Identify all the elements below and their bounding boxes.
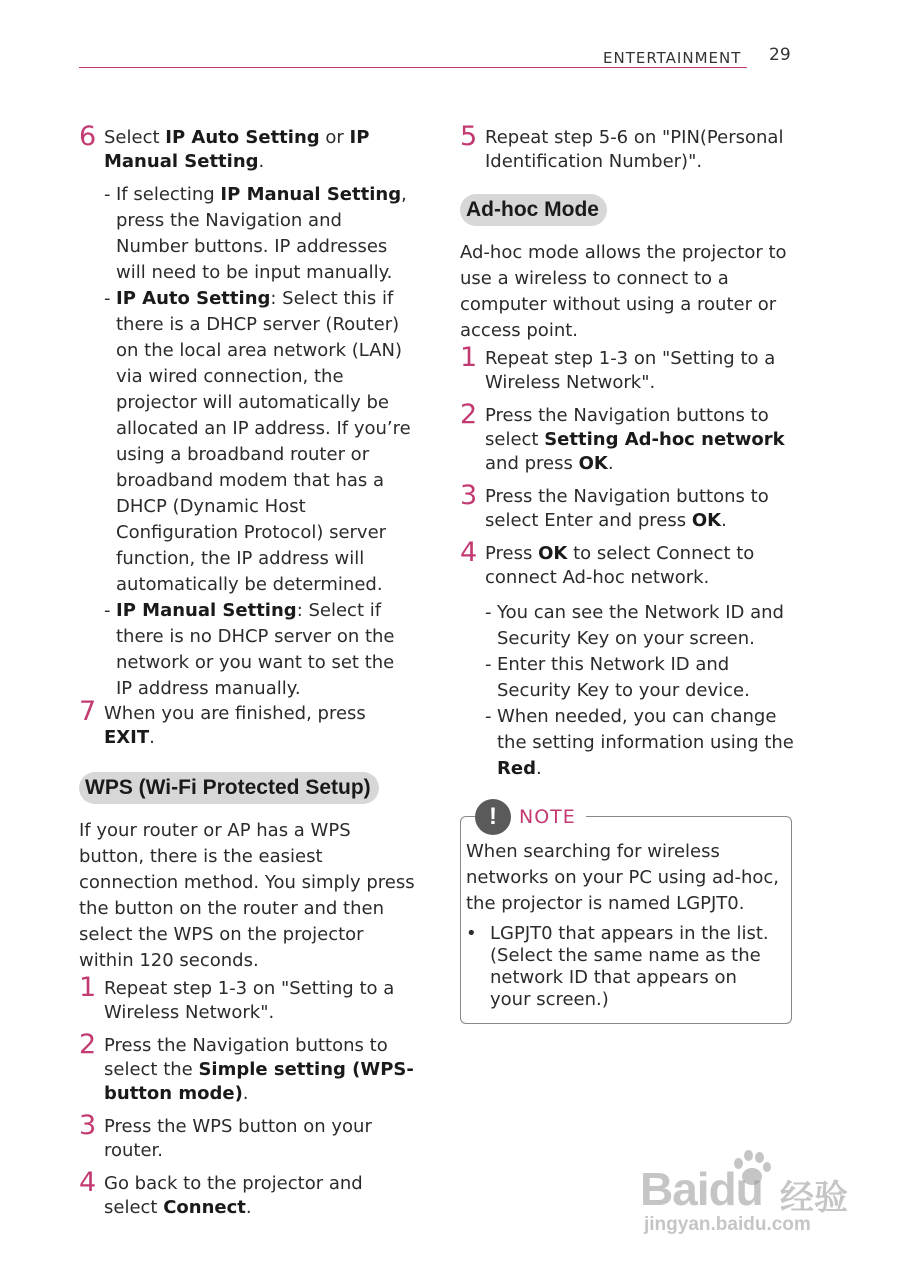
step-number: 1: [460, 342, 478, 373]
adhoc-section-title: Ad-hoc Mode: [460, 194, 607, 226]
watermark-cn: 经验: [780, 1179, 848, 1217]
adhoc-step-4: 4 Press OK to select Connect to connect Ad-hoc network.: [460, 537, 755, 588]
step-number: 6: [79, 121, 97, 152]
baidu-jingyan-watermark: [640, 1148, 855, 1248]
step-5: 5 Repeat step 5-6 on "PIN(Personal Identification Number)".: [460, 121, 784, 172]
step-number: 3: [79, 1110, 97, 1141]
wps-step-3: 3 Press the WPS button on your router.: [79, 1110, 372, 1161]
list-item: - IP Manual Setting: Select if there is no DHCP server on the network or you want to set the IP address manually.: [104, 598, 415, 702]
wps-section-title: WPS (Wi-Fi Protected Setup): [79, 772, 379, 804]
step-number: 2: [460, 399, 478, 430]
list-item: - You can see the Network ID and Security Key on your screen.: [485, 600, 795, 652]
step-7: 7 When you are finished, press EXIT.: [79, 696, 366, 748]
wps-step-1: 1 Repeat step 1-3 on "Setting to a Wireless Network".: [79, 972, 395, 1023]
wps-step-2: 2 Press the Navigation buttons to select the Simple setting (WPS-button mode).: [79, 1029, 414, 1104]
step-number: 4: [79, 1167, 97, 1198]
note-box: [460, 803, 792, 1024]
step-number: 4: [460, 537, 478, 568]
page-number: 29: [769, 45, 791, 65]
right-column: [460, 121, 795, 1024]
list-item: - If selecting IP Manual Setting, press the Navigation and Number buttons. IP addresses will need to be input manually.: [104, 182, 415, 286]
adhoc-step-2: 2 Press the Navigation buttons to select Setting Ad-hoc network and press OK.: [460, 399, 785, 474]
step-number: 1: [79, 972, 97, 1003]
adhoc-step-3: 3 Press the Navigation buttons to select Enter and press OK.: [460, 480, 769, 531]
exclamation-icon: !: [475, 799, 511, 835]
watermark-url: jingyan.baidu.com: [644, 1214, 811, 1235]
header-rule: [79, 67, 747, 68]
watermark-logo: Baidu: [640, 1163, 763, 1215]
header-section-title: ENTERTAINMENT: [603, 49, 742, 67]
adhoc-step-1: 1 Repeat step 1-3 on "Setting to a Wireless Network".: [460, 342, 776, 393]
adhoc-intro: Ad-hoc mode allows the projector to use a wireless to connect to a computer without using a router or access point.: [460, 242, 787, 341]
step-6-options: [104, 182, 415, 702]
step-number: 2: [79, 1029, 97, 1060]
note-header: [475, 799, 586, 835]
list-item: - When needed, you can change the setting information using the Red.: [485, 704, 795, 782]
step-number: 5: [460, 121, 478, 152]
list-item: - Enter this Network ID and Security Key to your device.: [485, 652, 795, 704]
adhoc-step-4-notes: [485, 600, 795, 782]
note-bullet: • LGPJT0 that appears in the list. (Select the same name as the network ID that appears on your screen.): [466, 923, 783, 1011]
note-title: NOTE: [519, 806, 576, 828]
list-item: - IP Auto Setting: Select this if there is a DHCP server (Router) on the local area network (LAN) via wired connection, the projector will automatically be allocated an IP address. If you’re using a broadband router or broadband modem that has a DHCP (Dynamic Host Configuration Protocol) server function, the IP address will automatically be determined.: [104, 286, 415, 598]
left-column: [79, 121, 415, 1229]
wps-intro: If your router or AP has a WPS button, there is the easiest connection method. You simply press the button on the router and then select the WPS on the projector within 120 seconds.: [79, 820, 415, 971]
note-text: When searching for wireless networks on your PC using ad-hoc, the projector is named LGPJT0.: [466, 841, 780, 914]
step-number: 3: [460, 480, 478, 511]
wps-step-4: 4 Go back to the projector and select Connect.: [79, 1167, 363, 1218]
step-number: 7: [79, 696, 97, 727]
step-6: 6 Select IP Auto Setting or IP Manual Setting.: [79, 121, 370, 172]
